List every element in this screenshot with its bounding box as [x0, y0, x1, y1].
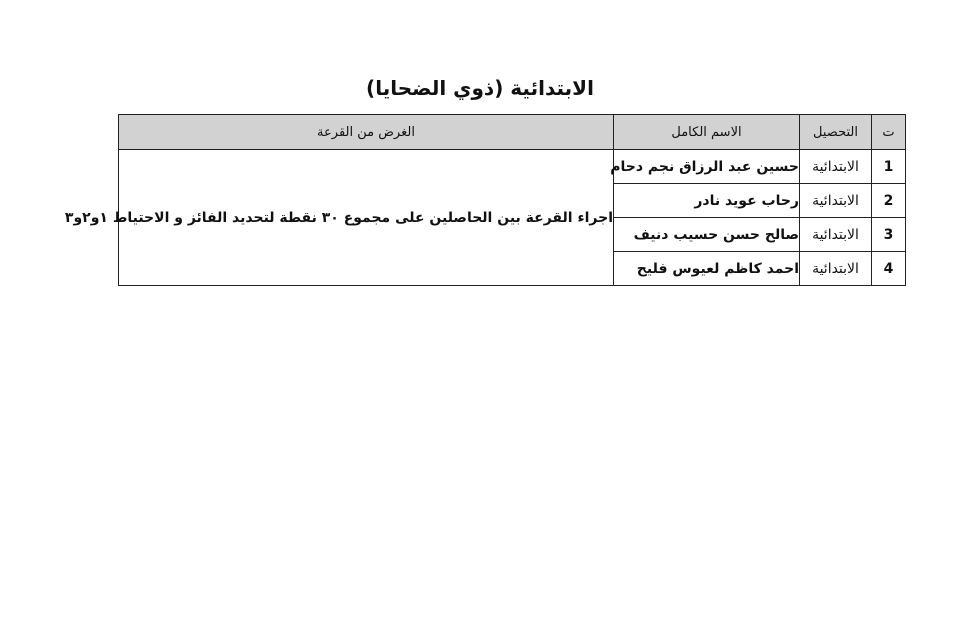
- purpose-cell: اجراء القرعة بين الحاصلين على مجموع ٣٠ نقطة لتحديد الفائز و الاحتياط ١و٢و٣: [119, 150, 614, 286]
- lottery-table: [64, 114, 906, 286]
- header-purpose: الغرض من القرعة: [119, 115, 614, 150]
- header-index: ت: [872, 115, 906, 150]
- row-education: الابتدائية: [800, 150, 872, 184]
- table-header-row: [119, 115, 906, 150]
- header-education: التحصيل: [800, 115, 872, 150]
- row-index: 2: [872, 184, 906, 218]
- row-education: الابتدائية: [800, 184, 872, 218]
- row-index: 4: [872, 252, 906, 286]
- row-index: 1: [872, 150, 906, 184]
- header-full-name: الاسم الكامل: [614, 115, 800, 150]
- row-education: الابتدائية: [800, 218, 872, 252]
- row-education: الابتدائية: [800, 252, 872, 286]
- row-index: 3: [872, 218, 906, 252]
- page-title: الابتدائية (ذوي الضحايا): [366, 76, 594, 100]
- row-full-name: صالح حسن حسيب دنيف: [614, 218, 800, 252]
- row-full-name: حسين عبد الرزاق نجم دحام: [614, 150, 800, 184]
- table-row: [119, 150, 906, 184]
- row-full-name: احمد كاظم لعيوس فليح: [614, 252, 800, 286]
- row-full-name: رحاب عويد نادر: [614, 184, 800, 218]
